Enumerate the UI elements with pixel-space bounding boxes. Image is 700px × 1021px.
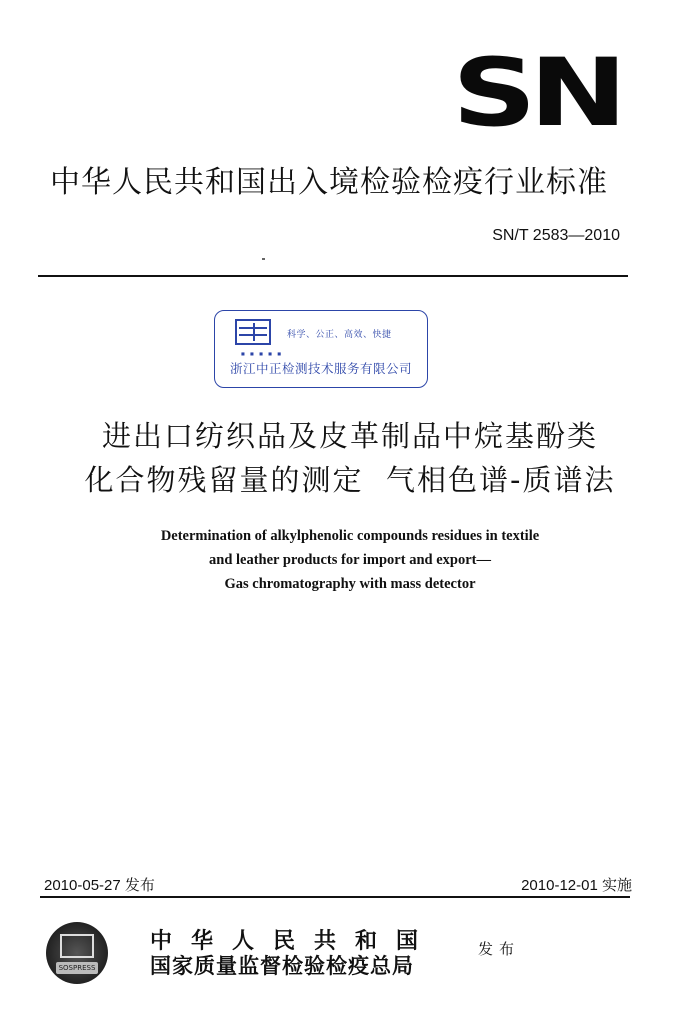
- implementation-date: 2010-12-01 实施: [521, 877, 632, 894]
- title-en-line3: Gas chromatography with mass detector: [224, 576, 476, 592]
- top-divider: [38, 275, 628, 277]
- issuer-agency: 国家质量监督检验检疫总局: [150, 953, 414, 978]
- bottom-divider: [40, 896, 630, 898]
- stamp-company-name: 浙江中正检测技术服务有限公司: [229, 361, 412, 376]
- title-cn-line2: 化合物残留量的测定 气相色谱-质谱法: [84, 463, 616, 497]
- seal-text: SOSPRESS: [58, 964, 96, 972]
- publisher-seal: [46, 922, 108, 984]
- title-cn-line1: 进出口纺织品及皮革制品中烷基酚类: [101, 419, 598, 453]
- sn-logo: SN: [452, 39, 620, 148]
- issue-date: 2010-05-27 发布: [44, 877, 155, 894]
- industry-standard-title: 中华人民共和国出入境检验检疫行业标准: [50, 165, 608, 200]
- standard-number: SN/T 2583—2010: [492, 227, 620, 244]
- stamp-dots: ■ ■ ■ ■ ■: [241, 351, 283, 356]
- stamp-emblem-icon: [235, 319, 271, 345]
- publish-label: 发布: [478, 940, 521, 958]
- title-en-line2: and leather products for import and export—: [209, 552, 491, 568]
- issuer-country: 中华人民共和国: [150, 928, 438, 954]
- stamp-slogan: 科学、公正、高效、快捷: [287, 330, 392, 340]
- seal-emblem-icon: [60, 934, 94, 958]
- title-en-line1: Determination of alkylphenolic compounds residues in textile: [160, 528, 540, 544]
- scan-speck: [262, 258, 265, 260]
- company-stamp: [214, 310, 428, 388]
